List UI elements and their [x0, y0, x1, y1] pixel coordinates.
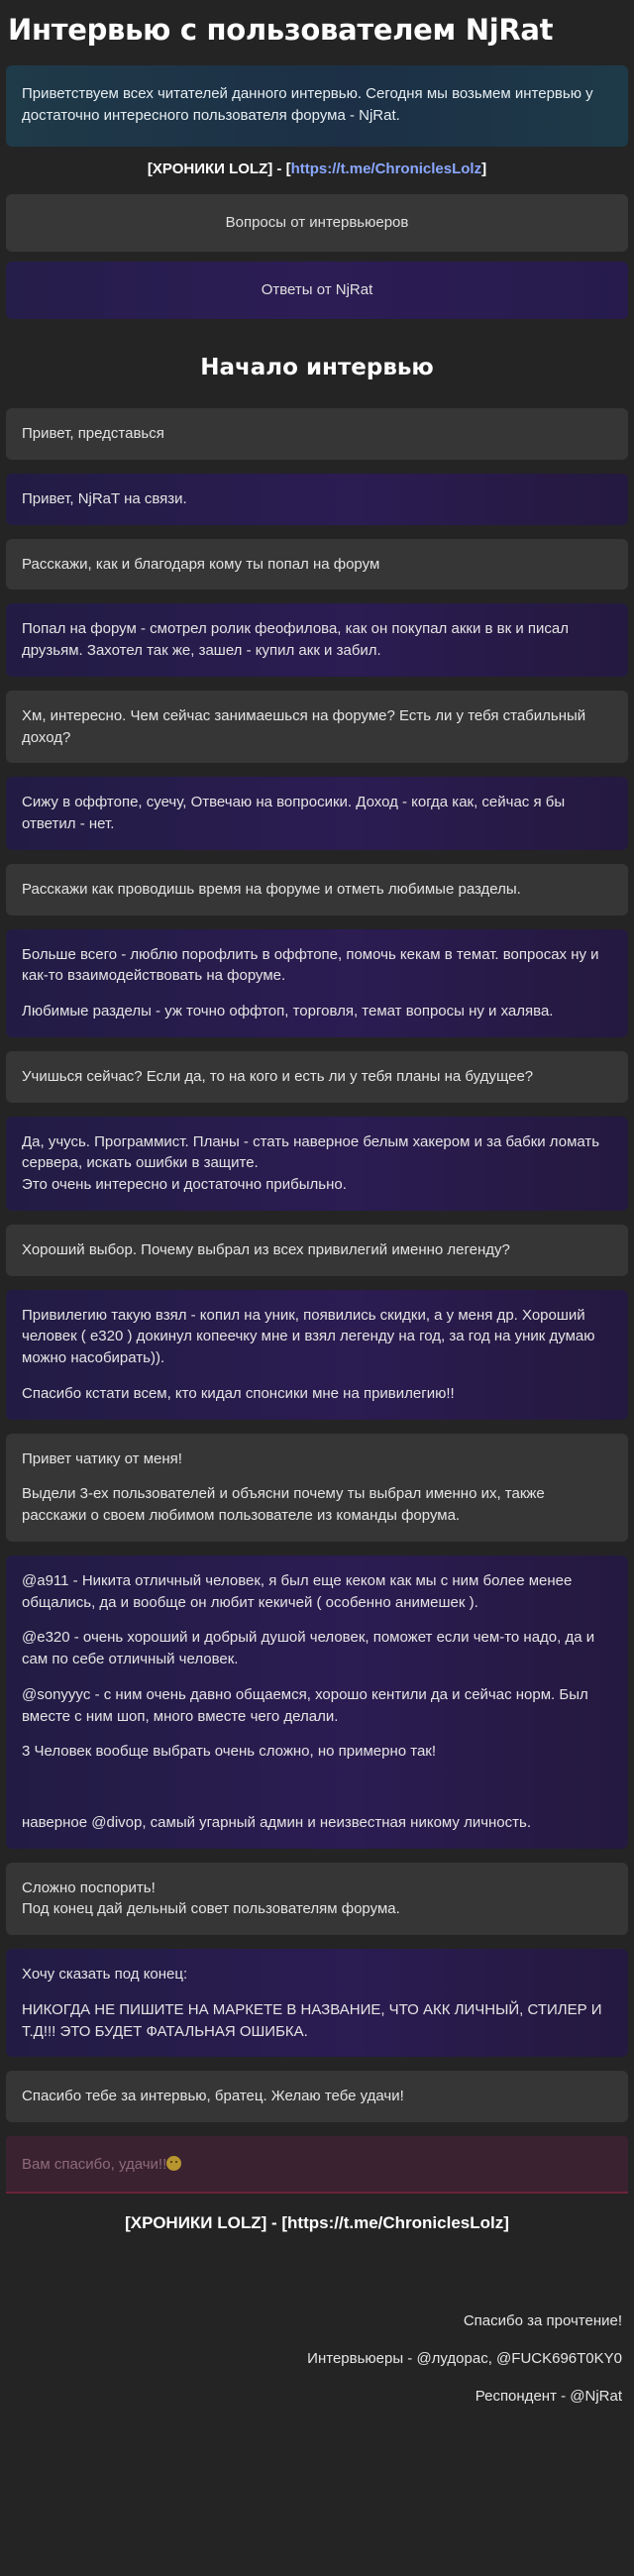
answer-message [6, 777, 628, 850]
questions-toggle[interactable]: Вопросы от интервьюеров [6, 194, 628, 252]
message-paragraph: Спасибо тебе за интервью, братец. Желаю тебе удачи! [22, 2088, 404, 2105]
question-message [6, 691, 628, 764]
final-message [6, 2136, 628, 2194]
answer-message [6, 1949, 628, 2057]
message-paragraph: @e320 - очень хороший и добрый душой человек, поможет если чем-то надо, да и сам по себе отличный человек. [22, 1629, 595, 1667]
outro-respondent: Респондент - @NjRat [475, 2388, 622, 2405]
message-paragraph: Сложно поспорить! [22, 1878, 156, 1896]
message-paragraph: Попал на форум - смотрел ролик феофилова, как он покупал акки в вк и писал друзьям. Захотел так же, зашел - купил акк и забил. [22, 620, 569, 659]
answer-message [6, 1556, 628, 1849]
smiling-face-icon [166, 2156, 181, 2171]
message-paragraph: Привилегию такую взял - копил на уник, появились скидки, а у меня др. Хороший человек ( e320 ) докинул копеечку мне и взял легенду на год, за год на уник думаю можно насобирать)). [22, 1306, 595, 1366]
message-paragraph: Выдели 3-ех пользователей и объясни почему ты выбрал именно их, также расскажи о своем любимом пользователе из команды форума. [22, 1485, 545, 1524]
answer-message [6, 603, 628, 677]
message-paragraph: @sonyyyc - с ним очень давно общаемся, хорошо кентили да и сейчас норм. Был вместе с ним шоп, много вместе чего делали. [22, 1685, 588, 1725]
page-title: Интервью с пользователем NjRat [8, 13, 554, 47]
final-message-text: Вам спасибо, удачи!! [22, 2156, 167, 2173]
message-paragraph: 3 Человек вообще выбрать очень сложно, но примерно так! [22, 1743, 437, 1761]
messages-list [6, 408, 628, 2122]
chronicles-bottom: [ХРОНИКИ LOLZ] - [https://t.me/ChroniclesLolz] [125, 2213, 509, 2232]
message-paragraph: Хм, интересно. Чем сейчас занимаешься на форуме? Есть ли у тебя стабильный доход? [22, 706, 586, 746]
answer-message [6, 929, 628, 1037]
message-paragraph: Расскажи, как и благодаря кому ты попал на форум [22, 555, 380, 573]
message-paragraph: Под конец дай дельный совет пользователям форума. [22, 1900, 400, 1918]
chronicles-top [6, 159, 628, 184]
message-paragraph: Спасибо кстати всем, кто кидал спонсики мне на привилегию!! [22, 1384, 455, 1402]
chronicles-prefix: [ХРОНИКИ LOLZ] - [ [147, 161, 291, 177]
question-message [6, 1225, 628, 1276]
message-paragraph: Сижу в оффтопе, суечу, Отвечаю на вопросики. Доход - когда как, сейчас я бы ответил - нет. [22, 794, 566, 832]
question-message [6, 539, 628, 590]
outro-interviewers: Интервьюеры - @лудорас, @FUCK696T0KY0 [307, 2350, 622, 2367]
question-message [6, 408, 628, 460]
message-paragraph: Привет, представься [22, 425, 164, 442]
answer-message [6, 1290, 628, 1420]
answers-toggle[interactable]: Ответы от NjRat [6, 262, 628, 319]
answer-message [6, 474, 628, 525]
question-message [6, 1051, 628, 1103]
chronicles-suffix: ] [481, 161, 487, 177]
question-message [6, 1434, 628, 1542]
question-message [6, 1863, 628, 1936]
message-paragraph: Привет чатику от меня! [22, 1449, 182, 1467]
outro-thanks: Спасибо за прочтение! [463, 2312, 622, 2329]
message-paragraph [22, 1776, 612, 1798]
question-message [6, 864, 628, 915]
question-message [6, 2071, 628, 2122]
message-paragraph: Это очень интересно и достаточно прибыльно. [22, 1176, 347, 1193]
message-paragraph: Привет, NjRaT на связи. [22, 489, 187, 507]
message-paragraph: наверное @divop, самый угарный админ и неизвестная никому личность. [22, 1813, 531, 1831]
answer-message [6, 1117, 628, 1211]
message-paragraph: Да, учусь. Программист. Планы - стать наверное белым хакером и за бабки ломать сервера, искать ошибки в защите. [22, 1132, 600, 1172]
section-title: Начало интервью [200, 355, 434, 380]
message-paragraph: Больше всего - люблю порофлить в оффтопе, помочь кекам в темат. вопросах ну и как-то взаимодействовать на форуме. [22, 945, 599, 985]
chronicles-link[interactable]: https://t.me/ChroniclesLolz [290, 161, 482, 177]
message-paragraph: Учишься сейчас? Если да, то на кого и есть ли у тебя планы на будущее? [22, 1067, 534, 1085]
outro [6, 2310, 628, 2423]
message-paragraph: @a911 - Никита отличный человек, я был еще кеком как мы с ним более менее общались, да и вообще он любит кекичей ( особенно анимешек ). [22, 1571, 573, 1611]
message-paragraph: НИКОГДА НЕ ПИШИТЕ НА МАРКЕТЕ В НАЗВАНИЕ, ЧТО АКК ЛИЧНЫЙ, СТИЛЕР И Т.Д!!! ЭТО БУДЕТ ФАТАЛЬНАЯ ОШИБКА. [22, 2000, 602, 2040]
greeting-block: Приветствуем всех читателей данного интервью. Сегодня мы возьмем интервью у достаточно интересного пользователя форума - NjRat. [6, 65, 628, 147]
message-paragraph: Хочу сказать под конец: [22, 1966, 188, 1983]
message-paragraph: Расскажи как проводишь время на форуме и отметь любимые разделы. [22, 880, 521, 898]
message-paragraph: Хороший выбор. Почему выбрал из всех привилегий именно легенду? [22, 1240, 510, 1258]
message-paragraph: Любимые разделы - уж точно оффтоп, торговля, темат вопросы ну и халява. [22, 1003, 554, 1020]
